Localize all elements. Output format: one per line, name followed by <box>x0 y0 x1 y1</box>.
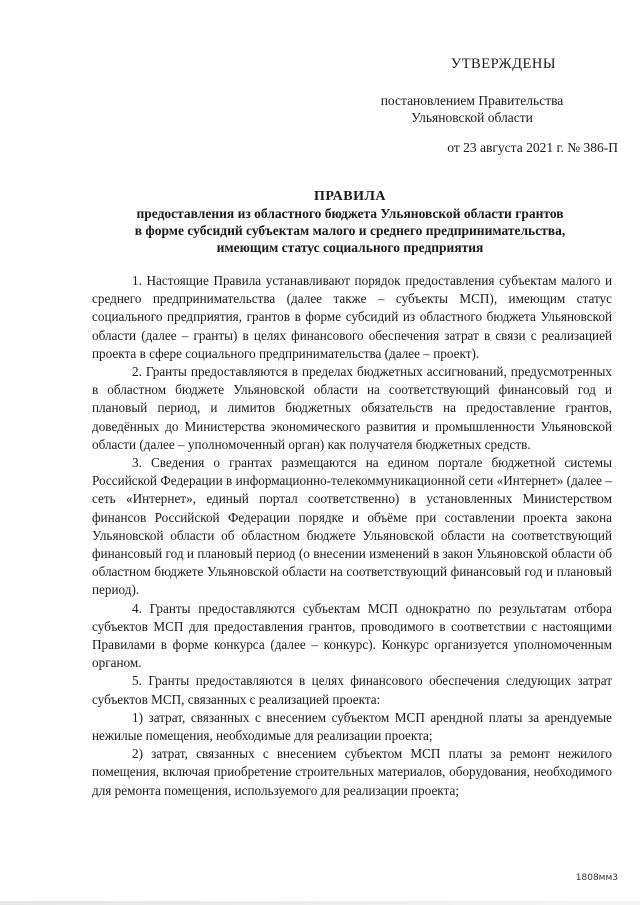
title-line-2: в форме субсидий субъектам малого и среднего предпринимательства, <box>134 223 566 238</box>
document-title <box>90 188 610 256</box>
paragraph-2: 2. Гранты предоставляются в пределах бюджетных ассигнований, предусмотренных в областном бюджете Ульяновской области на соответствующий финансовый год и плановый период, и лимитов бюджетных обязательств на предоставление грантов, доведённых до Министерства экономического развития и промышленности Ульяновской области (далее – уполномоченный орган) как получателя бюджетных средств. <box>92 364 612 452</box>
document-body <box>92 272 612 800</box>
paragraph-5-item-1: 1) затрат, связанных с внесением субъектом МСП арендной платы за арендуемые нежилые помещения, необходимые для реализации проекта; <box>92 709 612 744</box>
decree-date: от 23 августа 2021 г. № 386-П <box>447 140 618 155</box>
approved-stamp: УТВЕРЖДЕНЫ <box>450 56 556 72</box>
paragraph-3: 3. Сведения о грантах размещаются на едином портале бюджетной системы Российской Федерации в информационно-телекоммуникационной сети «Интернет» (далее – сеть «Интернет», единый портал соответственно) в установленных Министерством финансов Российской Федерации порядке и объёме при составлении проекта закона Ульяновской области об областном бюджете Ульяновской области на соответствующий финансовый год и плановый период (о внесении изменений в закон Ульяновской области об областном бюджете Ульяновской области на соответствующий финансовый год и плановый период). <box>92 455 612 598</box>
paragraph-1: 1. Настоящие Правила устанавливают порядок предоставления субъектам малого и среднего предпринимательства (далее также – субъекты МСП), имеющим статус социального предприятия, грантов в форме субсидий из областного бюджета Ульяновской области (далее – гранты) в целях финансового обеспечения затрат в связи с реализацией проекта в сфере социального предпринимательства (далее – проект). <box>92 273 612 361</box>
paragraph-5-item-2: 2) затрат, связанных с внесением субъектом МСП платы за ремонт нежилого помещения, включая приобретение строительных материалов, оборудования, необходимого для ремонта помещения, используемого для реализации проекта; <box>92 746 612 798</box>
decree-reference <box>342 92 602 126</box>
paragraph-4: 4. Гранты предоставляются субъектам МСП однократно по результатам отбора субъектов МСП для предоставления грантов, проводимого в соответствии с настоящими Правилами в форме конкурса (далее – конкурс). Конкурс организуется уполномоченным органом. <box>92 600 612 671</box>
title-line-3: имеющим статус социального предприятия <box>216 240 484 255</box>
paragraph-5: 5. Гранты предоставляются в целях финансового обеспечения следующих затрат субъектов МСП, связанных с реализацией проекта: <box>92 673 612 707</box>
decree-line-1: постановлением Правительства <box>380 93 564 108</box>
footer-code: 1808мм3 <box>575 873 618 883</box>
title-main: ПРАВИЛА <box>313 189 387 204</box>
title-line-1: предоставления из областного бюджета Ульяновской области грантов <box>136 206 564 221</box>
decree-line-2: Ульяновской области <box>411 110 533 125</box>
scan-edge <box>0 901 640 905</box>
